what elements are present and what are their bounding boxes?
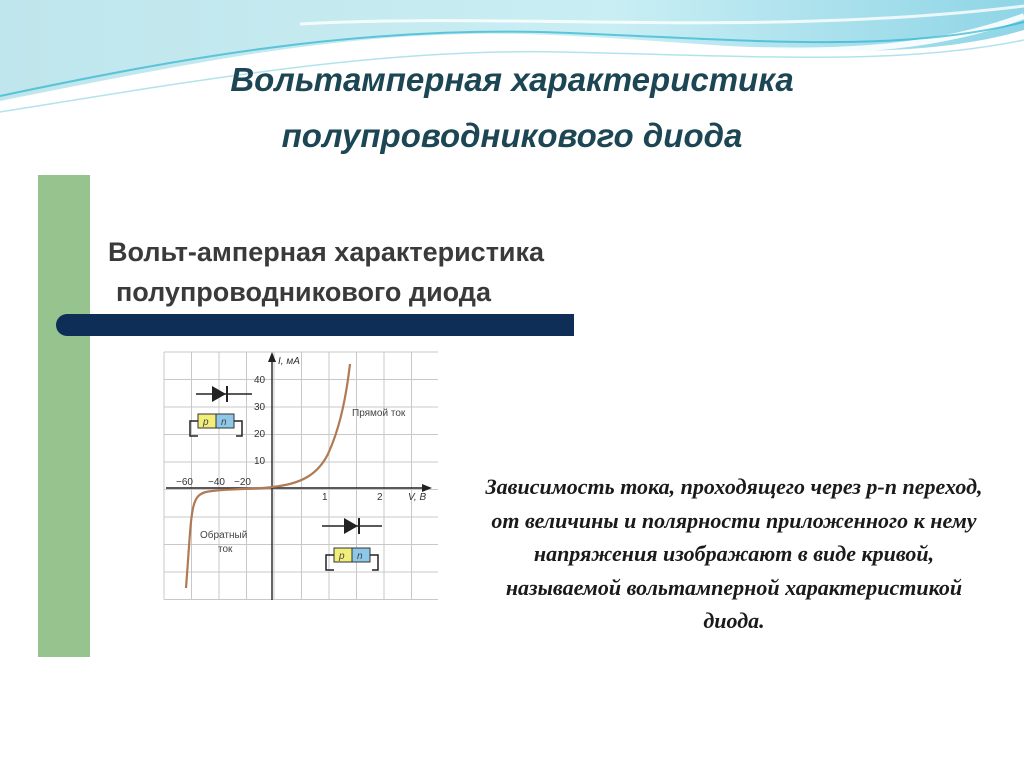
y-axis-label: I, мА [278, 356, 300, 367]
navy-divider-bar [56, 314, 574, 336]
embedded-title-line1: Вольт-амперная характеристика [108, 237, 545, 267]
embedded-slide-title [108, 232, 544, 312]
y-tick-label: 30 [254, 402, 266, 413]
reverse-current-label: Обратный [200, 530, 248, 541]
y-tick-label: 40 [254, 375, 266, 386]
description-text: Зависимость тока, проходящего через р-п переход, от величины и полярности приложенного к нему напряжения изображают в виде кривой, называемой вольтамперной характеристикой диода. [485, 474, 983, 634]
forward-current-label: Прямой ток [352, 408, 406, 419]
x-axis-label: V, В [408, 492, 427, 503]
p-region-label: p [203, 417, 209, 428]
slide-title [80, 52, 944, 164]
y-tick-label: 10 [254, 456, 266, 467]
slide-title-line2: полупроводникового диода [281, 117, 743, 154]
diagram-background [162, 350, 438, 604]
y-tick-label: 20 [254, 429, 266, 440]
x-tick-label-positive: 2 [377, 492, 383, 503]
x-tick-label-negative: −20 [234, 477, 251, 488]
n-region-label: n [357, 551, 363, 562]
x-tick-label-negative: −40 [208, 477, 225, 488]
x-tick-label-negative: −60 [176, 477, 193, 488]
embedded-title-line2: полупроводникового диода [116, 277, 491, 307]
reverse-current-label-line2: ток [218, 544, 233, 555]
x-tick-label-positive: 1 [322, 492, 328, 503]
iv-characteristic-diagram [162, 350, 438, 604]
p-region-label: p [339, 551, 345, 562]
slide-title-line1: Вольтамперная характеристика [230, 61, 794, 98]
n-region-label: n [221, 417, 227, 428]
